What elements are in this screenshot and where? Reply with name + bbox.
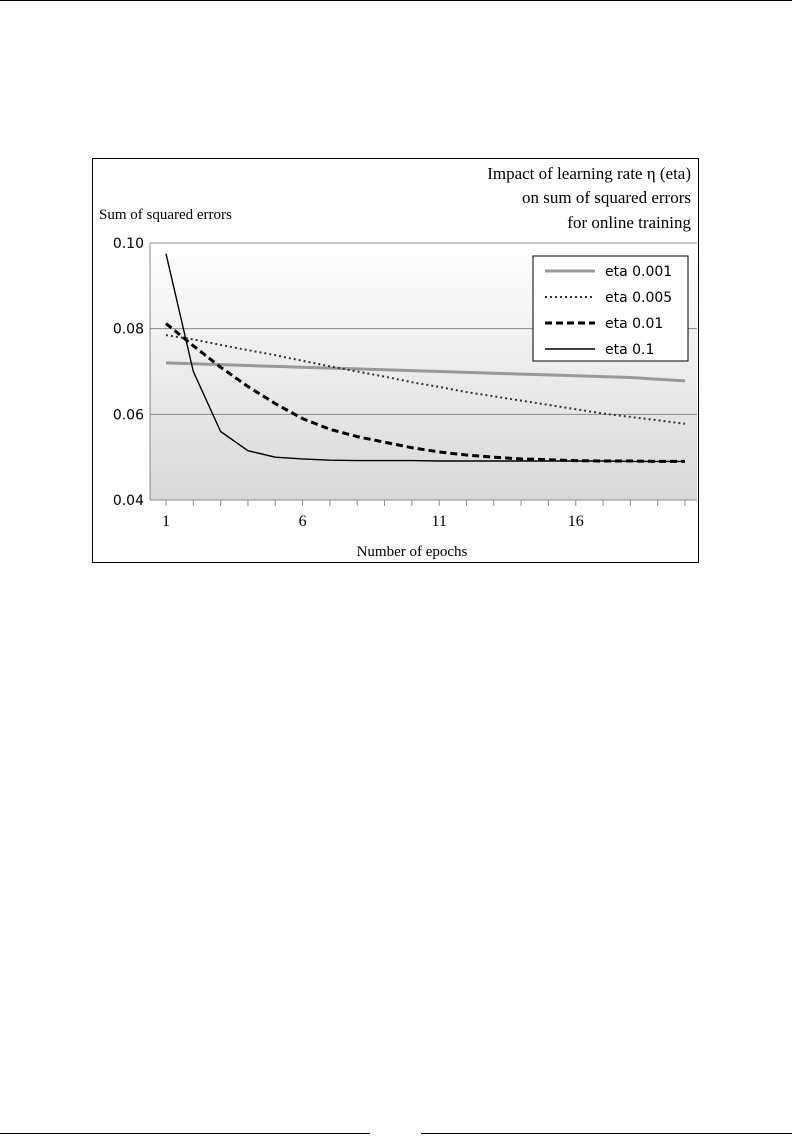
page-top-rule [0, 0, 792, 1]
page-bottom-rule-right [421, 1133, 792, 1134]
y-tick-label: 0.08 [112, 321, 144, 338]
y-axis-label: Sum of squared errors [99, 207, 232, 223]
line-chart [93, 159, 698, 562]
legend-label: eta 0.005 [605, 290, 673, 306]
legend [533, 256, 688, 361]
x-tick-label: 16 [567, 513, 584, 530]
y-tick-label: 0.06 [112, 407, 144, 424]
chart-title-line-2: on sum of squared errors [521, 188, 691, 207]
legend-label: eta 0.001 [605, 264, 673, 280]
x-tick-label: 11 [431, 513, 447, 530]
y-tick-label: 0.10 [112, 236, 144, 252]
chart-figure [92, 158, 699, 563]
legend-label: eta 0.1 [605, 342, 655, 358]
page-bottom-rule-left [0, 1133, 370, 1134]
x-tick-label: 1 [162, 513, 170, 530]
x-tick-label: 6 [298, 513, 307, 530]
chart-title-line-1: Impact of learning rate η (eta) [487, 164, 691, 183]
y-tick-label: 0.04 [112, 493, 144, 509]
chart-title-line-3: for online training [567, 213, 691, 232]
x-axis-label: Number of epochs [356, 544, 468, 560]
legend-label: eta 0.01 [605, 316, 664, 332]
